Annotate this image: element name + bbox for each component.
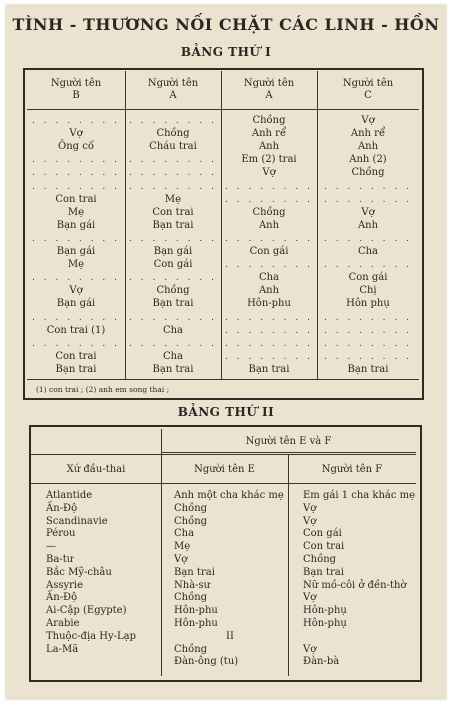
table1-dot-leader: . . . . . . . . bbox=[32, 312, 120, 323]
table1-dot-leader: . . . . . . . . bbox=[225, 181, 313, 192]
table1-cell: Chồng bbox=[252, 115, 286, 126]
table2-header-rule bbox=[31, 483, 416, 484]
table1-dot-leader: . . . . . . . . bbox=[324, 181, 412, 192]
table1-cell: Bạn gái bbox=[56, 246, 96, 257]
table1-cell: Anh bbox=[357, 219, 379, 231]
table1-header-1-label: Người tên bbox=[50, 78, 102, 89]
table1-header-4-label: Người tên bbox=[342, 78, 394, 89]
table1-dot-leader: . . . . . . . . bbox=[129, 338, 217, 349]
table1-cell: Anh bbox=[258, 219, 280, 231]
table1-cell: Vợ bbox=[361, 206, 375, 218]
table1-dot-leader: . . . . . . . . bbox=[129, 273, 217, 284]
table2-cell: Pérou bbox=[46, 528, 76, 540]
table2-cell: Bắc Mỹ-châu bbox=[46, 566, 112, 578]
table1-cell: Mẹ bbox=[67, 259, 85, 271]
table2-cell: Nhà-sư bbox=[174, 579, 211, 591]
table1-dot-leader: . . . . . . . . bbox=[129, 181, 217, 192]
table1-cell: Cha bbox=[162, 350, 184, 362]
table1-cell: Anh (2) bbox=[349, 154, 387, 166]
table1-cell: Con gái bbox=[348, 272, 388, 284]
table2-cell: Chồng bbox=[303, 554, 337, 565]
table2-cell: Hôn-phụ bbox=[303, 605, 347, 617]
table1-dot-leader: . . . . . . . . bbox=[129, 312, 217, 323]
table2-cell: Thuộc-địa Hy-Lạp bbox=[46, 630, 137, 642]
table1-dot-leader: . . . . . . . . bbox=[324, 194, 412, 205]
table2-cell: Ấn-Độ bbox=[46, 592, 78, 604]
table1-header-4-letter: C bbox=[364, 90, 372, 101]
table1-cell: Cha bbox=[258, 272, 280, 284]
table1-header-2-letter: A bbox=[169, 90, 177, 101]
table1-cell: Cháu trai bbox=[149, 141, 197, 153]
table1-cell: Chồng bbox=[351, 167, 385, 179]
table2-column-rule bbox=[161, 429, 162, 676]
table2-cell: Đàn-bà bbox=[303, 656, 340, 668]
table2-top-rule bbox=[31, 454, 416, 455]
table2-cell: La-Mã bbox=[46, 643, 79, 655]
table2-cell: Hôn-phụ bbox=[303, 618, 347, 629]
table2-cell: Bạn trai bbox=[174, 566, 215, 578]
table1-dot-leader: . . . . . . . . bbox=[32, 116, 120, 126]
page-title: TÌNH - THƯƠNG NỐI CHẶT CÁC LINH - HỒN bbox=[12, 15, 440, 34]
table1-dot-leader: . . . . . . . . bbox=[32, 338, 120, 349]
table2-cell: Assyrie bbox=[46, 579, 84, 591]
table1-cell: Con trai bbox=[55, 193, 97, 205]
table2-group-rule bbox=[161, 452, 416, 453]
table1-dot-leader: . . . . . . . . bbox=[324, 325, 412, 336]
table1-cell: Con gái bbox=[153, 259, 193, 271]
table1-dot-leader: . . . . . . . . bbox=[225, 194, 313, 205]
table2-cell: Chồng bbox=[174, 592, 208, 604]
table1-cell: Bạn trai bbox=[152, 363, 194, 375]
table1-cell: Em (2) trai bbox=[241, 154, 297, 166]
table2-cell: Vợ bbox=[303, 515, 317, 527]
table1-dot-leader: . . . . . . . . bbox=[129, 155, 217, 166]
table2-cell: Em gái 1 cha khác mẹ bbox=[303, 490, 416, 501]
table1-cell: Hôn phụ bbox=[346, 298, 390, 310]
table1-cell: Anh bbox=[258, 141, 280, 153]
table1-cell: Chồng bbox=[156, 285, 190, 297]
table1-cell: Bạn gái bbox=[153, 246, 193, 257]
table2-cell: Đàn-ông (tu) bbox=[174, 656, 239, 668]
table1-dot-leader: . . . . . . . . bbox=[225, 233, 313, 244]
table2-cell: Ấn-Độ bbox=[46, 502, 78, 514]
book-page bbox=[6, 5, 446, 699]
table1-cell: Bạn trai bbox=[347, 363, 389, 375]
table1-header-1-letter: B bbox=[72, 90, 80, 101]
table2-cell: Atlantide bbox=[46, 490, 93, 501]
table2-cell: Vợ bbox=[303, 643, 317, 655]
table1-dot-leader: . . . . . . . . bbox=[129, 233, 217, 244]
table1-cell: Mẹ bbox=[67, 206, 85, 218]
table1-header-2-label: Người tên bbox=[147, 78, 199, 89]
table2-cell: Chồng bbox=[174, 515, 208, 527]
table1-dot-leader: . . . . . . . . bbox=[32, 273, 120, 284]
table2-cell: Chồng bbox=[174, 502, 208, 514]
table1-dot-leader: . . . . . . . . bbox=[324, 338, 412, 349]
table1-dot-leader: . . . . . . . . bbox=[129, 116, 217, 126]
table2-cell: Bạn trai bbox=[303, 566, 344, 578]
table1-dot-leader: . . . . . . . . bbox=[324, 312, 412, 323]
table2-cell: Con gái bbox=[303, 528, 342, 540]
table2-cell: Cha bbox=[174, 528, 195, 540]
table1-dot-leader: . . . . . . . . bbox=[225, 338, 313, 349]
table1-cell: Con trai bbox=[55, 350, 97, 362]
table2-cell: Vợ bbox=[303, 502, 317, 514]
table1-footnote: (1) con trai ; (2) anh em song thai ; bbox=[36, 385, 170, 394]
table1-cell: Chồng bbox=[156, 128, 190, 140]
table1-dot-leader: . . . . . . . . bbox=[32, 155, 120, 166]
table2-cell: Con trai bbox=[303, 541, 345, 553]
table1-cell: Vợ bbox=[262, 167, 276, 179]
table1-dot-leader: . . . . . . . . bbox=[32, 168, 120, 179]
table1-dot-leader: . . . . . . . . bbox=[225, 325, 313, 336]
table1-bottom-rule bbox=[27, 379, 419, 380]
table1-dot-leader: . . . . . . . . bbox=[32, 181, 120, 192]
table1-cell: Bạn trai bbox=[152, 298, 194, 310]
table1-dot-leader: . . . . . . . . bbox=[225, 351, 313, 362]
table2-cell: Ai-Cập (Egypte) bbox=[46, 605, 127, 617]
table1-dot-leader: . . . . . . . . bbox=[324, 233, 412, 244]
table1-cell: Hôn-phu bbox=[247, 298, 291, 310]
table1-cell: Con trai bbox=[152, 206, 194, 218]
table1-cell: Vợ bbox=[361, 115, 375, 126]
table2-cell: — bbox=[46, 541, 56, 553]
table1-cell: Vợ bbox=[69, 128, 83, 140]
table1-dot-leader: . . . . . . . . bbox=[324, 260, 412, 271]
table2-cell: Mẹ bbox=[174, 541, 191, 553]
table1-dot-leader: . . . . . . . . bbox=[32, 233, 120, 244]
table1-dot-leader: . . . . . . . . bbox=[129, 168, 217, 179]
table2-column-rule bbox=[288, 454, 289, 676]
table1-cell: Anh rể bbox=[350, 128, 386, 140]
table2-cell: Chồng bbox=[174, 643, 208, 655]
table2-cell: Arabie bbox=[46, 618, 80, 629]
table1-dot-leader: . . . . . . . . bbox=[324, 351, 412, 362]
table1-cell: Anh bbox=[357, 141, 379, 153]
table2-title: BẢNG THỨ II bbox=[177, 405, 275, 419]
table1-cell: Bạn gái bbox=[56, 219, 96, 231]
table1-cell: Mẹ bbox=[164, 193, 182, 205]
table1-cell: Anh rể bbox=[251, 128, 287, 140]
table2-cell: Vợ bbox=[303, 592, 317, 604]
table1-cell: Bạn trai bbox=[55, 363, 97, 375]
table2-cell: Anh một cha khác mẹ bbox=[174, 490, 284, 501]
table2-cell: Vợ bbox=[174, 554, 188, 565]
table1-dot-leader: . . . . . . . . bbox=[225, 260, 313, 271]
table1-dot-leader: . . . . . . . . bbox=[225, 312, 313, 323]
table1-cell: Bạn trai bbox=[248, 363, 290, 375]
table1-cell: Con gái bbox=[249, 246, 289, 257]
table2-cell: Nữ mồ-côi ở đền-thờ bbox=[303, 579, 407, 591]
table2-cell: Hôn-phu bbox=[174, 618, 218, 629]
table1-title: BẢNG THỨ I bbox=[180, 45, 272, 59]
table1-cell: Vợ bbox=[69, 285, 83, 297]
table2-cell: Scandinavie bbox=[46, 515, 108, 527]
table1-cell: Cha bbox=[357, 246, 379, 257]
table1-header-3-letter: A bbox=[265, 90, 273, 101]
table1-cell: Chồng bbox=[252, 206, 286, 218]
table1-cell: Bạn trai bbox=[152, 219, 194, 231]
table2-col-header-3: Người tên F bbox=[321, 464, 383, 475]
table1-header-rule bbox=[27, 109, 419, 110]
table2-cell: II bbox=[226, 630, 234, 642]
table2-group-header: Người tên E và F bbox=[245, 436, 332, 447]
table2-col-header-1: Xứ đầu-thai bbox=[66, 464, 126, 475]
table1-header-3-label: Người tên bbox=[243, 78, 295, 89]
table1-cell: Anh bbox=[258, 285, 280, 297]
table2-cell: Ba-tư bbox=[46, 554, 74, 565]
table1-cell: Ông cố bbox=[58, 141, 94, 153]
table1-cell: Cha bbox=[162, 324, 184, 336]
table1-cell: Bạn gái bbox=[56, 298, 96, 310]
table1-cell: Chị bbox=[359, 285, 377, 297]
table2-col-header-2: Người tên E bbox=[194, 464, 255, 475]
table1-cell: Con trai (1) bbox=[46, 324, 106, 336]
table2-cell: Hôn-phu bbox=[174, 605, 218, 617]
